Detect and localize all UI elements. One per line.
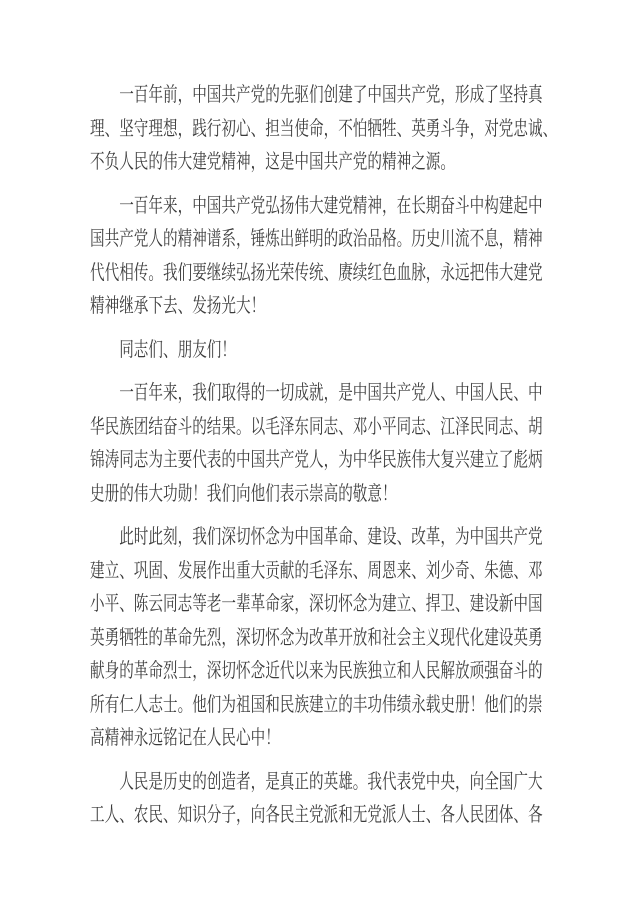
text-line: 精神继承下去、发扬光大！ <box>90 295 266 317</box>
text-line: 不负人民的伟大建党精神，这是中国共产党的精神之源。 <box>90 151 455 173</box>
text-line: 史册的伟大功勋！我们向他们表示崇高的敬意！ <box>90 482 397 505</box>
paragraph <box>90 79 557 180</box>
text-line: 人民是历史的创造者，是真正的英雄。我代表党中央，向全国广大 <box>119 770 543 793</box>
text-line: 一百年来，我们取得的一切成就，是中国共产党人、中国人民、中 <box>119 382 543 404</box>
text-line: 献身的革命烈士，深切怀念近代以来为民族独立和人民解放顽强奋斗的 <box>90 660 543 682</box>
text-line: 一百年前，中国共产党的先驱们创建了中国共产党，形成了坚持真 <box>119 84 543 106</box>
text-line: 华民族团结奋斗的结果。以毛泽东同志、邓小平同志、江泽民同志、胡 <box>90 415 543 438</box>
paragraph <box>90 190 557 324</box>
paragraph <box>90 521 557 756</box>
text-line: 所有仁人志士。他们为祖国和民族建立的丰功伟绩永载史册！他们的崇 <box>90 693 543 716</box>
text-line: 理、坚守理想，践行初心、担当使命，不怕牺牲、英勇斗争，对党忠诚、 <box>90 117 558 140</box>
text-line: 代代相传。我们要继续弘扬光荣传统、赓续红色血脉，永远把伟大建党 <box>90 261 543 284</box>
document-body <box>90 79 557 833</box>
text-line: 英勇牺牲的革命先烈，深切怀念为改革开放和社会主义现代化建设英勇 <box>90 626 543 649</box>
text-line: 小平、陈云同志等老一辈革命家，深切怀念为建立、捍卫、建设新中国 <box>90 593 543 615</box>
text-line: 锦涛同志为主要代表的中国共产党人，为中华民族伟大复兴建立了彪炳 <box>90 449 543 471</box>
text-line: 建立、巩固、发展作出重大贡献的毛泽东、周恩来、刘少奇、朱德、邓 <box>90 559 543 582</box>
paragraph <box>90 377 557 511</box>
text-line: 同志们、朋友们！ <box>119 338 236 361</box>
text-line: 国共产党人的精神谱系，锤炼出鲜明的政治品格。历史川流不息，精神 <box>90 228 543 250</box>
paragraph <box>90 334 557 368</box>
text-line: 高精神永远铭记在人民心中！ <box>90 727 280 749</box>
text-line: 此时此刻，我们深切怀念为中国革命、建设、改革，为中国共产党 <box>119 526 543 548</box>
text-line: 一百年来，中国共产党弘扬伟大建党精神，在长期奋斗中构建起中 <box>119 194 543 217</box>
paragraph <box>90 766 557 833</box>
text-line: 工人、农民、知识分子，向各民主党派和无党派人士、各人民团体、各 <box>90 804 543 826</box>
